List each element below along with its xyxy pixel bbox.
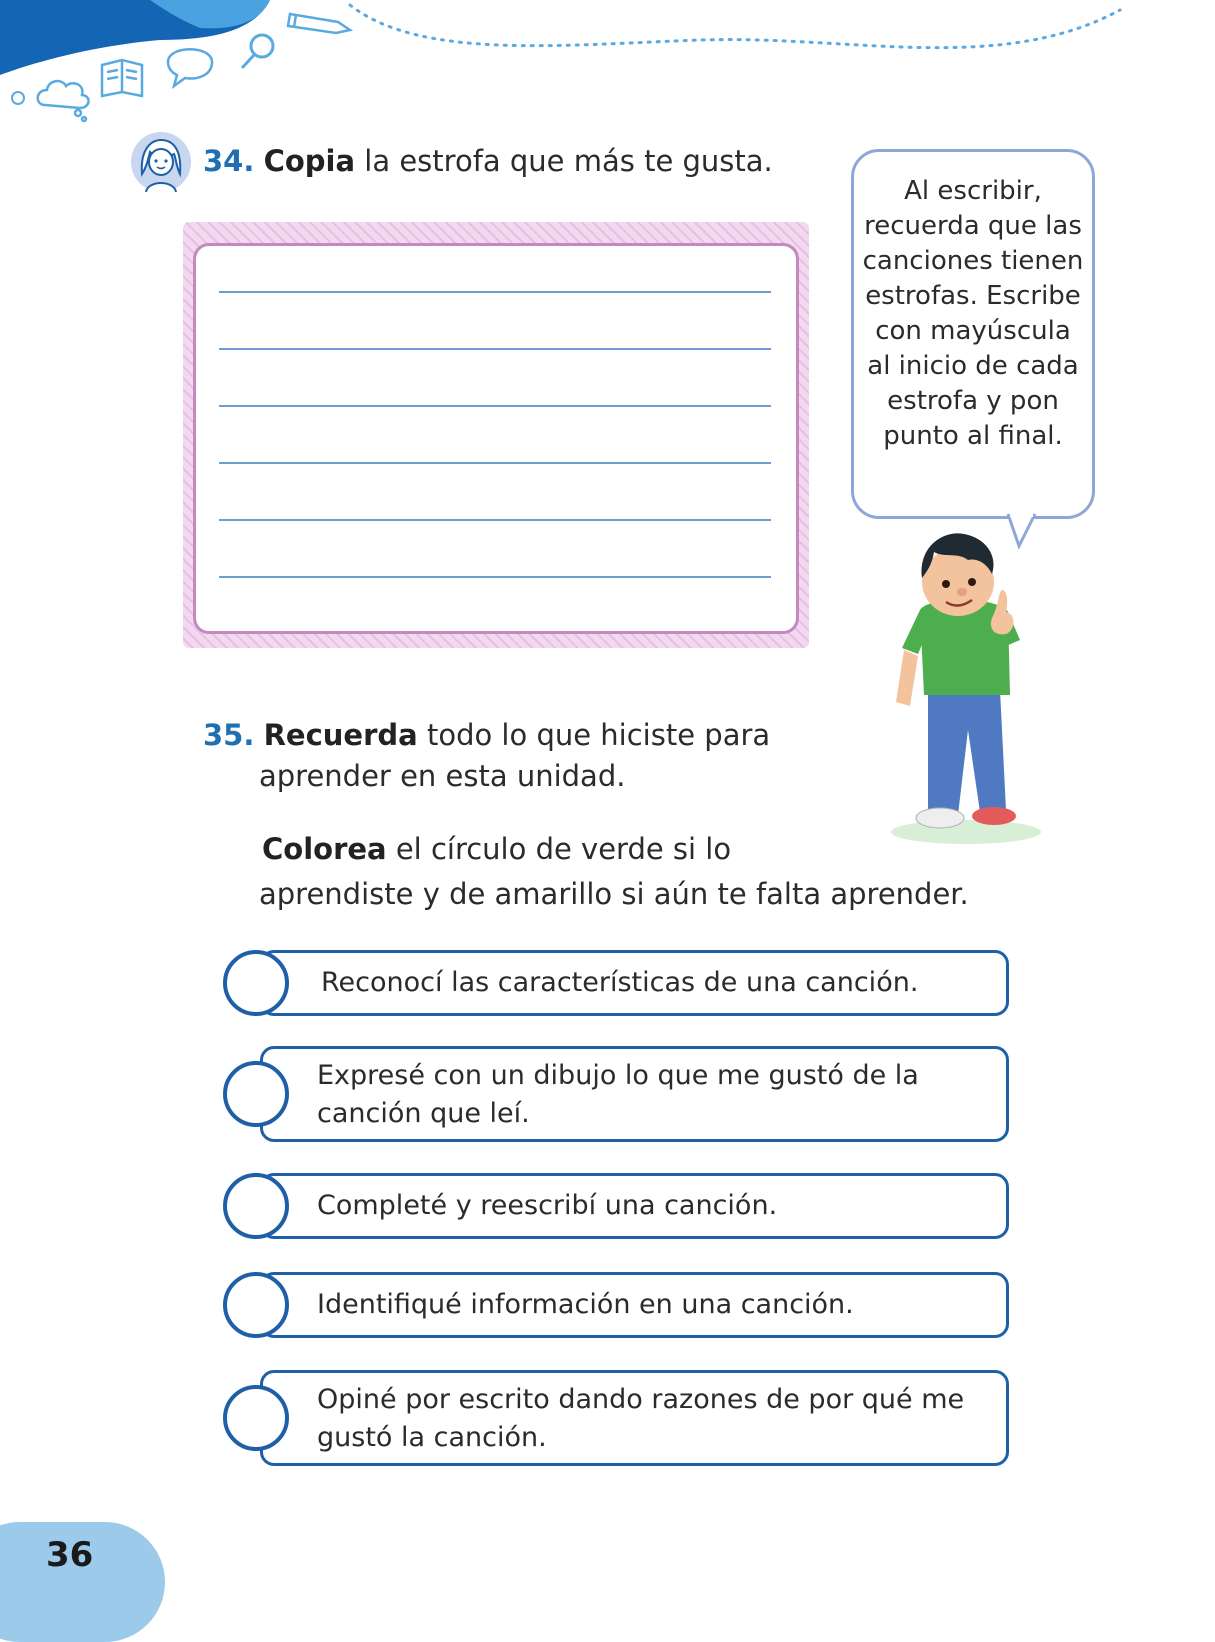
question-34-verb: Copia	[263, 144, 356, 178]
speech-bubble-icon	[168, 49, 212, 86]
magnifier-icon	[242, 35, 273, 68]
checklist-item	[260, 1173, 1009, 1239]
question-35-line2: aprender en esta unidad.	[259, 759, 626, 793]
boy-illustration	[888, 530, 1058, 850]
question-35-line1: todo lo que hiciste para	[417, 718, 771, 752]
question-34-title	[203, 141, 773, 181]
writing-line	[219, 291, 771, 293]
page-number: 36	[46, 1535, 94, 1575]
question-35-title	[203, 715, 770, 755]
writing-line	[219, 405, 771, 407]
checklist-item	[260, 1370, 1009, 1466]
writing-line	[219, 348, 771, 350]
dotted-path	[350, 5, 1120, 48]
writing-line	[219, 519, 771, 521]
checklist-item-text: Identifiqué información en una canción.	[317, 1289, 854, 1320]
question-34-number: 34.	[203, 144, 255, 178]
checklist-item-text: Expresé con un dibujo lo que me gustó de la canción que leí.	[317, 1060, 919, 1129]
student-avatar-icon	[130, 130, 192, 194]
instruction-line1	[262, 829, 731, 869]
checklist-item-text: Reconocí las características de una canción.	[321, 967, 919, 998]
question-35-number: 35.	[203, 718, 255, 752]
checklist-item	[260, 1272, 1009, 1338]
checklist-circle[interactable]	[223, 1173, 289, 1239]
checklist-item-text: Opiné por escrito dando razones de por qué me gustó la canción.	[317, 1384, 965, 1453]
instruction-line2: aprendiste y de amarillo si aún te falta aprender.	[259, 877, 969, 911]
tip-speech-bubble	[851, 149, 1095, 519]
instruction-verb: Colorea	[262, 832, 387, 866]
checklist-circle[interactable]	[223, 1385, 289, 1451]
checklist-circle[interactable]	[223, 1272, 289, 1338]
book-icon	[102, 60, 142, 96]
cloud-icon	[38, 81, 89, 121]
pencil-icon	[288, 14, 350, 33]
question-35-verb: Recuerda	[263, 718, 418, 752]
checklist-item	[260, 1046, 1009, 1142]
checklist-circle[interactable]	[223, 1061, 289, 1127]
writing-line	[219, 576, 771, 578]
checklist-item-text: Completé y reescribí una canción.	[317, 1190, 778, 1221]
question-34-instruction: la estrofa que más te gusta.	[355, 144, 773, 178]
small-circle-icon	[12, 92, 24, 104]
writing-area[interactable]	[193, 243, 799, 634]
checklist-circle[interactable]	[223, 950, 289, 1016]
tip-text: Al escribir, recuerda que las canciones tienen estrofas. Escribe con mayúscula al inicio de cada estrofa y pon punto al final.	[862, 176, 1084, 451]
instruction-text1: el círculo de verde si lo	[386, 832, 732, 866]
header-decoration	[0, 0, 1215, 140]
checklist-item	[260, 950, 1009, 1016]
writing-line	[219, 462, 771, 464]
